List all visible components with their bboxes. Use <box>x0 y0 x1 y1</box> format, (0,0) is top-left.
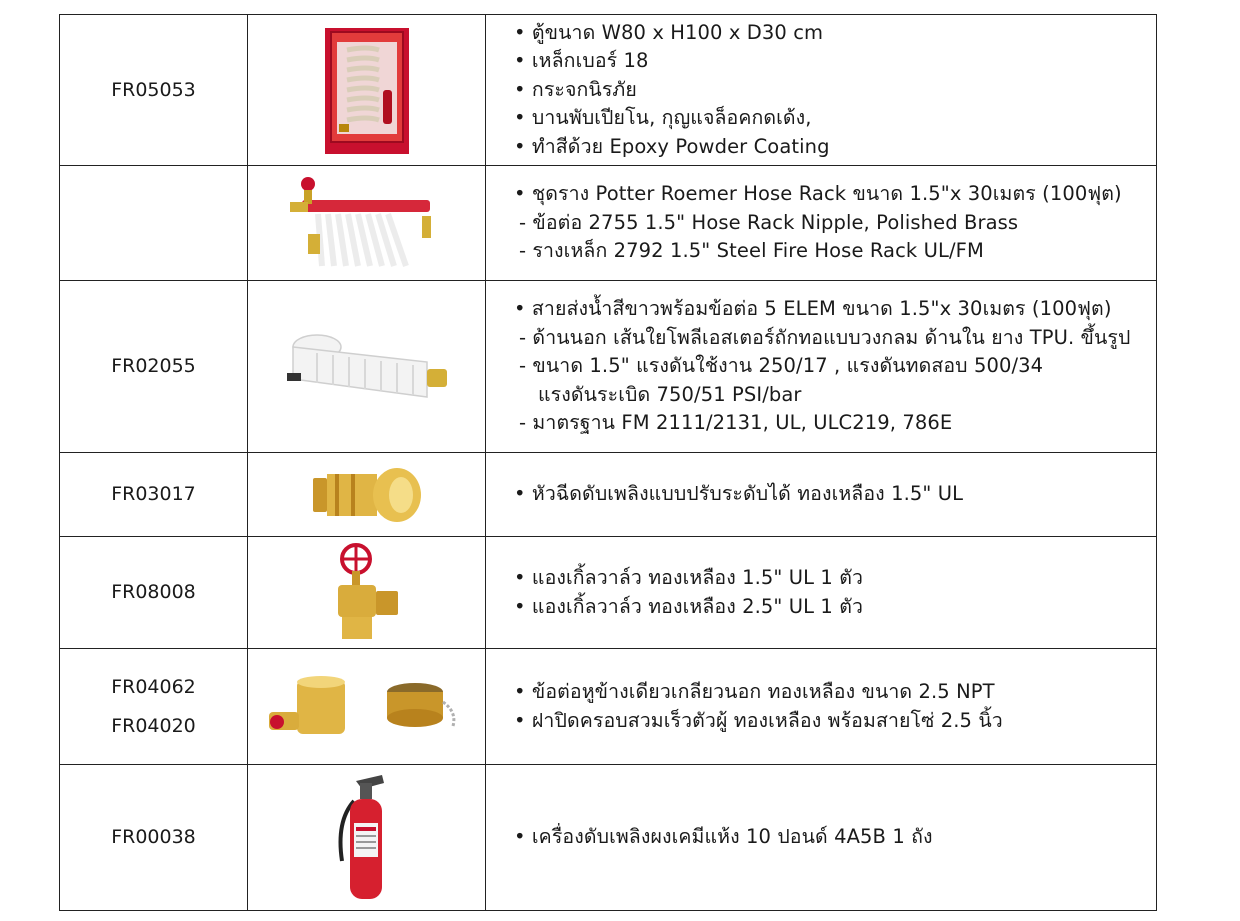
product-code: FR08008 <box>111 581 196 603</box>
description-line: • บานพับเปียโน, กุญแจล็อคกดเด้ง, <box>514 104 1156 132</box>
product-image-cell <box>248 765 486 911</box>
product-image-cell <box>248 537 486 649</box>
description-line: • แองเกิ้ลวาล์ว ทองเหลือง 1.5" UL 1 ตัว <box>514 564 1156 592</box>
brass-nozzle-icon <box>307 462 427 528</box>
product-description-cell <box>486 15 1157 166</box>
product-code: FR04020 <box>111 714 196 737</box>
description-line: - ด้านนอก เส้นใยโพลีเอสเตอร์ถักทอแบบวงกลม ด้านใน ยาง TPU. ขึ้นรูป <box>519 325 1131 349</box>
angle-valve-icon <box>322 543 412 643</box>
description-line: - ข้อต่อ 2755 1.5" Hose Rack Nipple, Polished Brass <box>519 210 1019 234</box>
description-line: • ตู้ขนาด W80 x H100 x D30 cm <box>514 19 1156 47</box>
description-line: แรงดันระเบิด 750/51 PSI/bar <box>538 382 802 406</box>
product-code: FR02055 <box>111 355 196 377</box>
description-line: • ฝาปิดครอบสวมเร็วตัวผู้ ทองเหลือง พร้อมสายโซ่ 2.5 นิ้ว <box>514 707 1156 735</box>
description-line: • แองเกิ้ลวาล์ว ทองเหลือง 2.5" UL 1 ตัว <box>514 593 1156 621</box>
product-description-cell <box>486 649 1157 765</box>
product-code: FR03017 <box>111 483 196 505</box>
product-code: FR04062 <box>111 675 196 698</box>
description-line: • ข้อต่อหูข้างเดียวเกลียวนอก ทองเหลือง ขนาด 2.5 NPT <box>514 678 1156 706</box>
product-image-cell <box>248 281 486 453</box>
table-row <box>60 453 1157 537</box>
description-line: • เหล็กเบอร์ 18 <box>514 47 1156 75</box>
product-code-cell <box>60 765 248 911</box>
hose-rack-icon <box>282 176 452 271</box>
table-row <box>60 765 1157 911</box>
table-row <box>60 166 1157 281</box>
description-line: • สายส่งน้ำสีขาวพร้อมข้อต่อ 5 ELEM ขนาด 1.5"x 30เมตร (100ฟุต) <box>514 295 1156 323</box>
description-line: • เครื่องดับเพลิงผงเคมีแห้ง 10 ปอนด์ 4A5B 1 ถัง <box>514 823 1156 851</box>
fire-hose-icon <box>277 317 457 417</box>
product-code: FR05053 <box>111 78 196 101</box>
table-row <box>60 649 1157 765</box>
product-description-cell <box>486 281 1157 453</box>
description-line: • หัวฉีดดับเพลิงแบบปรับระดับได้ ทองเหลือง 1.5" UL <box>514 480 1156 508</box>
product-code: FR00038 <box>111 826 196 848</box>
fire-hose-cabinet-icon <box>317 20 417 160</box>
description-line: • ทำสีด้วย Epoxy Powder Coating <box>514 133 1156 161</box>
brass-adapter-and-cap-icon <box>267 672 467 742</box>
product-description-cell <box>486 453 1157 537</box>
product-image-cell <box>248 15 486 166</box>
product-description-cell <box>486 537 1157 649</box>
fire-extinguisher-icon <box>332 771 402 905</box>
description-line: • ชุดราง Potter Roemer Hose Rack ขนาด 1.5"x 30เมตร (100ฟุต) <box>514 180 1156 208</box>
product-image-cell <box>248 453 486 537</box>
product-image-cell <box>248 649 486 765</box>
description-line: • กระจกนิรภัย <box>514 76 1156 104</box>
product-description-cell <box>486 166 1157 281</box>
product-table <box>59 14 1157 911</box>
description-line: - ขนาด 1.5" แรงดันใช้งาน 250/17 , แรงดันทดสอบ 500/34 <box>519 354 1044 378</box>
product-code-cell <box>60 281 248 453</box>
table-row <box>60 15 1157 166</box>
product-code-cell <box>60 649 248 765</box>
product-code-cell <box>60 15 248 166</box>
table-row <box>60 537 1157 649</box>
product-code-cell <box>60 537 248 649</box>
table-row <box>60 281 1157 453</box>
description-line: - รางเหล็ก 2792 1.5" Steel Fire Hose Rack UL/FM <box>519 239 984 263</box>
description-line: - มาตรฐาน FM 2111/2131, UL, ULC219, 786E <box>519 411 953 435</box>
product-description-cell <box>486 765 1157 911</box>
product-code-cell <box>60 453 248 537</box>
product-image-cell <box>248 166 486 281</box>
product-code-cell <box>60 166 248 281</box>
